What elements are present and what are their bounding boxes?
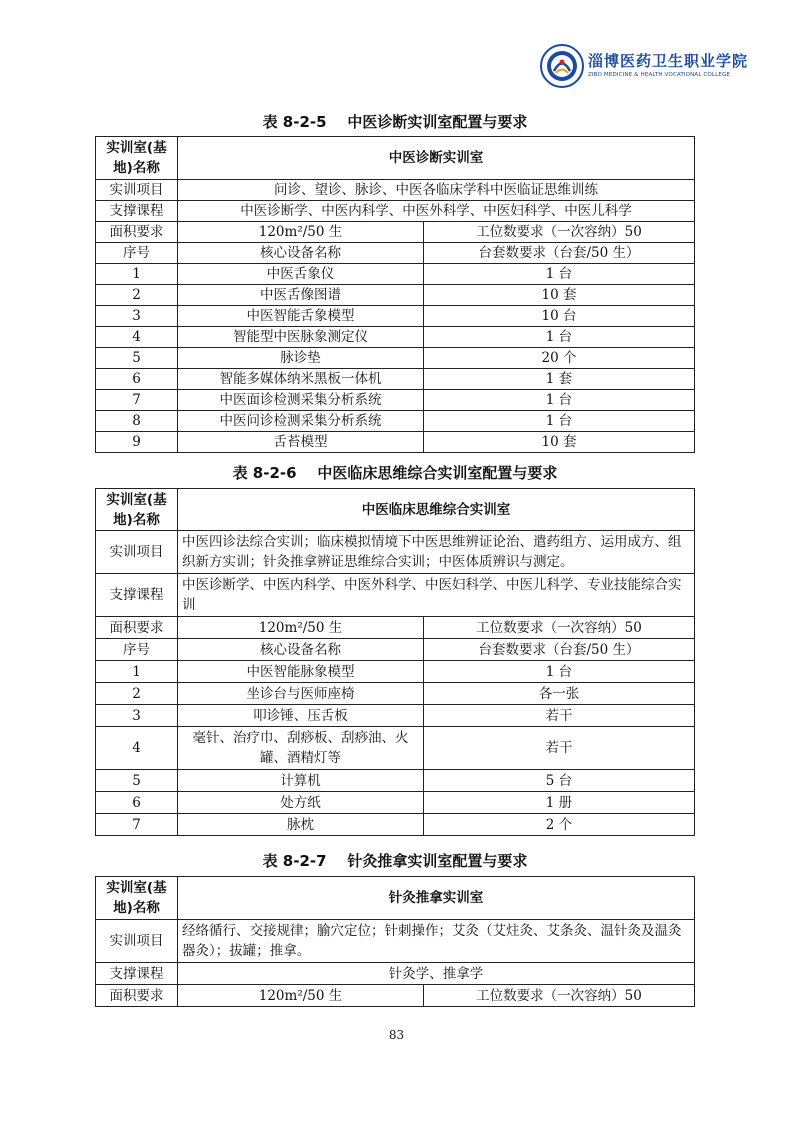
- row-no: 2: [96, 285, 178, 306]
- row-name: 叩诊锤、压舌板: [178, 705, 424, 727]
- table-row: [96, 306, 695, 327]
- row-no: 4: [96, 727, 178, 770]
- row-no: 5: [96, 348, 178, 369]
- area-label: 面积要求: [96, 617, 178, 639]
- row-qty: 1 套: [424, 369, 695, 390]
- project-label: 实训项目: [96, 920, 178, 963]
- table2: [95, 488, 695, 836]
- page-number: 83: [388, 1028, 405, 1042]
- table2-caption: 表 8-2-6 中医临床思维综合实训室配置与要求: [232, 464, 558, 482]
- table1-caption: 表 8-2-5 中医诊断实训室配置与要求: [262, 113, 528, 131]
- project-label: 实训项目: [96, 531, 178, 574]
- table1: [95, 136, 695, 453]
- col-qty: 台套数要求（台套/50 生）: [424, 639, 695, 661]
- row-qty: 1 台: [424, 661, 695, 683]
- row-qty: 5 台: [424, 770, 695, 792]
- room-name: 针灸推拿实训室: [178, 877, 695, 920]
- course-label: 支撑课程: [96, 963, 178, 985]
- table-row: [96, 390, 695, 411]
- course-label: 支撑课程: [96, 201, 178, 222]
- row-name: 毫针、治疗巾、刮痧板、刮痧油、火罐、酒精灯等: [178, 727, 424, 770]
- table-row: [96, 705, 695, 727]
- table-row: [96, 770, 695, 792]
- project-label: 实训项目: [96, 180, 178, 201]
- row-no: 7: [96, 814, 178, 836]
- area-label: 面积要求: [96, 985, 178, 1007]
- course-value: 中医诊断学、中医内科学、中医外科学、中医妇科学、中医儿科学: [178, 201, 695, 222]
- area-value: 120m²/50 生: [178, 222, 424, 243]
- row-name: 脉枕: [178, 814, 424, 836]
- station-value: 工位数要求（一次容纳）50: [424, 617, 695, 639]
- col-no: 序号: [96, 243, 178, 264]
- area-label: 面积要求: [96, 222, 178, 243]
- table-row: [96, 432, 695, 453]
- col-no: 序号: [96, 639, 178, 661]
- row-no: 1: [96, 661, 178, 683]
- table-row: [96, 661, 695, 683]
- row-name: 中医智能脉象模型: [178, 661, 424, 683]
- col-qty: 台套数要求（台套/50 生）: [424, 243, 695, 264]
- table-row: [96, 727, 695, 770]
- row-name: 中医舌象仪: [178, 264, 424, 285]
- course-value: 中医诊断学、中医内科学、中医外科学、中医妇科学、中医儿科学、专业技能综合实训: [178, 574, 695, 617]
- col-equipment: 核心设备名称: [178, 639, 424, 661]
- row-name: 坐诊台与医师座椅: [178, 683, 424, 705]
- row-no: 9: [96, 432, 178, 453]
- table-row: [96, 348, 695, 369]
- row-no: 3: [96, 705, 178, 727]
- room-name: 中医诊断实训室: [178, 137, 695, 180]
- table-row: [96, 792, 695, 814]
- row-name: 脉诊垫: [178, 348, 424, 369]
- project-value: 中医四诊法综合实训；临床模拟情境下中医思维辨证论治、遣药组方、运用成方、组织新方实训；针灸推拿辨证思维综合实训；中医体质辨识与测定。: [178, 531, 695, 574]
- row-no: 6: [96, 369, 178, 390]
- table-row: [96, 814, 695, 836]
- table-row: [96, 285, 695, 306]
- row-name: 中医面诊检测采集分析系统: [178, 390, 424, 411]
- table3: [95, 876, 695, 1007]
- row-qty: 1 台: [424, 411, 695, 432]
- row-no: 5: [96, 770, 178, 792]
- row-name: 中医智能舌象模型: [178, 306, 424, 327]
- station-value: 工位数要求（一次容纳）50: [424, 222, 695, 243]
- school-logo: [540, 44, 770, 90]
- row-no: 7: [96, 390, 178, 411]
- school-emblem-icon: [540, 44, 584, 88]
- table-row: [96, 264, 695, 285]
- row-qty: 10 套: [424, 432, 695, 453]
- room-label: 实训室(基地)名称: [96, 877, 178, 920]
- row-qty: 若干: [424, 727, 695, 770]
- row-qty: 20 个: [424, 348, 695, 369]
- area-value: 120m²/50 生: [178, 985, 424, 1007]
- row-no: 2: [96, 683, 178, 705]
- row-no: 3: [96, 306, 178, 327]
- table-row: [96, 327, 695, 348]
- room-label: 实训室(基地)名称: [96, 489, 178, 531]
- row-qty: 2 个: [424, 814, 695, 836]
- table-row: [96, 369, 695, 390]
- row-no: 4: [96, 327, 178, 348]
- row-qty: 各一张: [424, 683, 695, 705]
- table-row: [96, 411, 695, 432]
- course-value: 针灸学、推拿学: [178, 963, 695, 985]
- table-row: [96, 683, 695, 705]
- row-no: 6: [96, 792, 178, 814]
- row-qty: 1 册: [424, 792, 695, 814]
- row-qty: 1 台: [424, 264, 695, 285]
- row-qty: 10 套: [424, 285, 695, 306]
- row-name: 智能多媒体纳米黑板一体机: [178, 369, 424, 390]
- row-qty: 10 台: [424, 306, 695, 327]
- row-qty: 1 台: [424, 327, 695, 348]
- row-qty: 1 台: [424, 390, 695, 411]
- area-value: 120m²/50 生: [178, 617, 424, 639]
- school-name-en: ZIBO MEDICINE & HEALTH VOCATIONAL COLLEGE: [588, 72, 731, 78]
- col-equipment: 核心设备名称: [178, 243, 424, 264]
- project-value: 问诊、望诊、脉诊、中医各临床学科中医临证思维训练: [178, 180, 695, 201]
- course-label: 支撑课程: [96, 574, 178, 617]
- row-qty: 若干: [424, 705, 695, 727]
- station-value: 工位数要求（一次容纳）50: [424, 985, 695, 1007]
- row-no: 8: [96, 411, 178, 432]
- row-name: 舌苔模型: [178, 432, 424, 453]
- row-name: 中医舌像图谱: [178, 285, 424, 306]
- project-value: 经络循行、交接规律；腧穴定位；针刺操作；艾灸（艾炷灸、艾条灸、温针灸及温灸器灸）；拔罐；推拿。: [178, 920, 695, 963]
- table3-caption: 表 8-2-7 针灸推拿实训室配置与要求: [262, 852, 528, 870]
- row-name: 处方纸: [178, 792, 424, 814]
- room-label: 实训室(基地)名称: [96, 137, 178, 180]
- school-name: 淄博医药卫生职业学院: [588, 52, 749, 70]
- row-no: 1: [96, 264, 178, 285]
- room-name: 中医临床思维综合实训室: [178, 489, 695, 531]
- row-name: 中医问诊检测采集分析系统: [178, 411, 424, 432]
- row-name: 计算机: [178, 770, 424, 792]
- row-name: 智能型中医脉象测定仪: [178, 327, 424, 348]
